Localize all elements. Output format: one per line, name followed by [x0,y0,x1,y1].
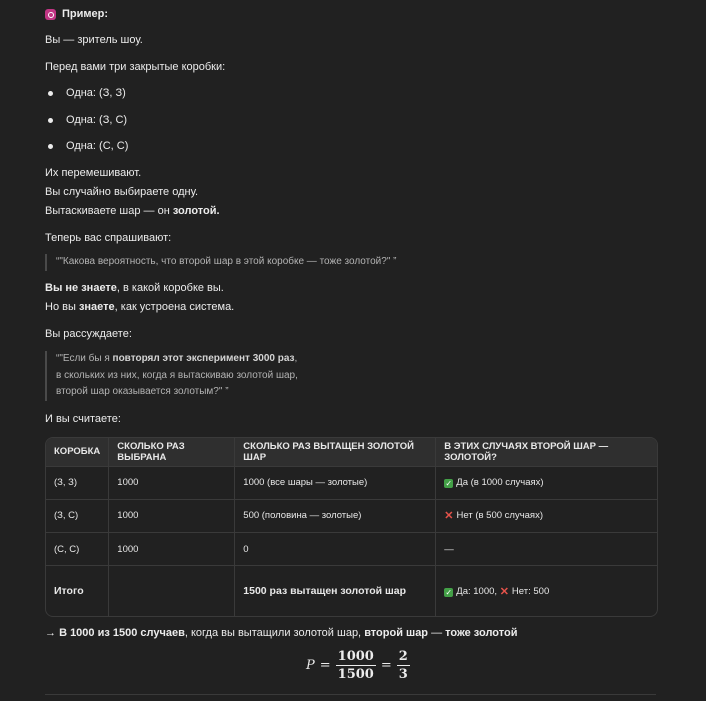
cell-second: — [436,532,657,565]
cell-total-chosen [109,566,235,616]
conclusion-text-2: — [428,627,446,639]
cross-icon: ✕ [444,510,454,523]
conclusion-text-1: , когда вы вытащили золотой шар, [184,627,365,639]
know-prefix: Но вы [45,301,79,313]
cell-second-text: Да (в 1000 случаях) [456,477,544,489]
line-reason: Вы рассуждаете: [45,328,132,340]
camera-badge-icon [45,9,56,20]
total-no: Нет: 500 [511,585,550,597]
cell-box: (З, З) [46,466,109,499]
line-viewer: Вы — зритель шоу. [45,34,143,46]
results-table [45,437,658,617]
cell-total-second [436,566,657,616]
fraction-1-den: 1500 [337,667,374,682]
line-count: И вы считаете: [45,413,121,425]
arrow-icon: → [45,627,60,639]
conclusion-bold-1: В 1000 из 1500 случаев [59,627,185,639]
quote-prefix: “"Если бы я [56,353,113,364]
fraction-2 [397,649,410,682]
cell-gold: 1000 (все шары — золотые) [235,466,436,499]
example-heading [45,5,108,24]
quote-bold: повторял этот эксперимент 3000 раз [112,353,295,364]
cell-second [436,499,657,532]
fraction-2-num: 2 [398,649,408,664]
formula-eq-2: = [380,658,392,673]
list-item: Одна: (З, С) [45,111,128,138]
heading-title: Пример: [62,8,109,20]
boxes-list [45,84,128,164]
table-total-row [46,566,657,616]
quote-suffix: , [294,353,298,364]
check-icon: ✓ [445,479,453,489]
line-shuffle: Их перемешивают. [45,167,142,179]
line-choose: Вы случайно выбираете одну. [45,186,199,198]
conclusion-bold-3: тоже золотой [445,627,518,639]
cell-total-gold: 1500 раз вытащен золотой шар [235,566,436,616]
probability-formula [306,649,410,682]
know-bold: знаете [78,301,115,313]
cell-total-label: Итого [46,566,109,616]
dont-know-rest: , в какой коробке вы. [116,282,224,294]
conclusion-bold-2: второй шар [364,627,429,639]
line-boxes-intro: Перед вами три закрытые коробки: [45,61,226,73]
line-dont-know [45,279,224,298]
quote-question [45,254,396,271]
cell-box: (З, С) [46,499,109,532]
list-item: Одна: (С, С) [45,137,128,164]
cell-chosen: 1000 [109,499,235,532]
pull-bold: золотой. [172,205,220,217]
table-row [46,499,657,532]
fraction-2-den: 3 [398,667,408,682]
know-rest: , как устроена система. [114,301,235,313]
line-know-system [45,298,234,317]
line-pull [45,202,220,221]
check-icon: ✓ [445,587,453,597]
cross-icon: ✕ [499,585,509,598]
quote-line-1 [56,351,298,368]
divider [45,694,656,695]
table-row [46,532,657,565]
formula-var: P [306,658,315,673]
cell-box: (С, С) [46,532,109,565]
formula-eq: = [319,658,331,673]
quote-line-2: в скольких из них, когда я вытаскиваю золотой шар, [56,369,298,381]
quote-text: “"Какова вероятность, что второй шар в этой коробке — тоже золотой?" ” [56,256,397,267]
list-item: Одна: (З, З) [45,84,128,111]
fraction-1 [336,649,376,682]
cell-gold: 0 [235,532,436,565]
header-box: КОРОБКА [46,438,109,466]
conclusion-line [45,624,517,643]
cell-chosen: 1000 [109,532,235,565]
dont-know-bold: Вы не знаете [45,282,117,294]
cell-chosen: 1000 [109,466,235,499]
cell-second-text: Нет (в 500 случаях) [456,510,543,522]
quote-line-3: второй шар оказывается золотым?" ” [56,386,229,397]
total-yes: Да: 1000, [456,585,498,597]
cell-second [436,466,657,499]
quote-reasoning [45,351,298,401]
cell-gold: 500 (половина — золотые) [235,499,436,532]
header-second: В ЭТИХ СЛУЧАЯХ ВТОРОЙ ШАР — ЗОЛОТОЙ? [444,440,609,463]
table-row [46,466,657,499]
pull-text: Вытаскиваете шар — он [45,205,173,217]
table-header-row [46,438,657,466]
header-chosen: СКОЛЬКО РАЗ ВЫБРАНА [109,438,235,466]
fraction-1-num: 1000 [337,649,374,664]
header-gold: СКОЛЬКО РАЗ ВЫТАЩЕН ЗОЛОТОЙ ШАР [235,438,436,466]
line-asked: Теперь вас спрашивают: [45,232,172,244]
